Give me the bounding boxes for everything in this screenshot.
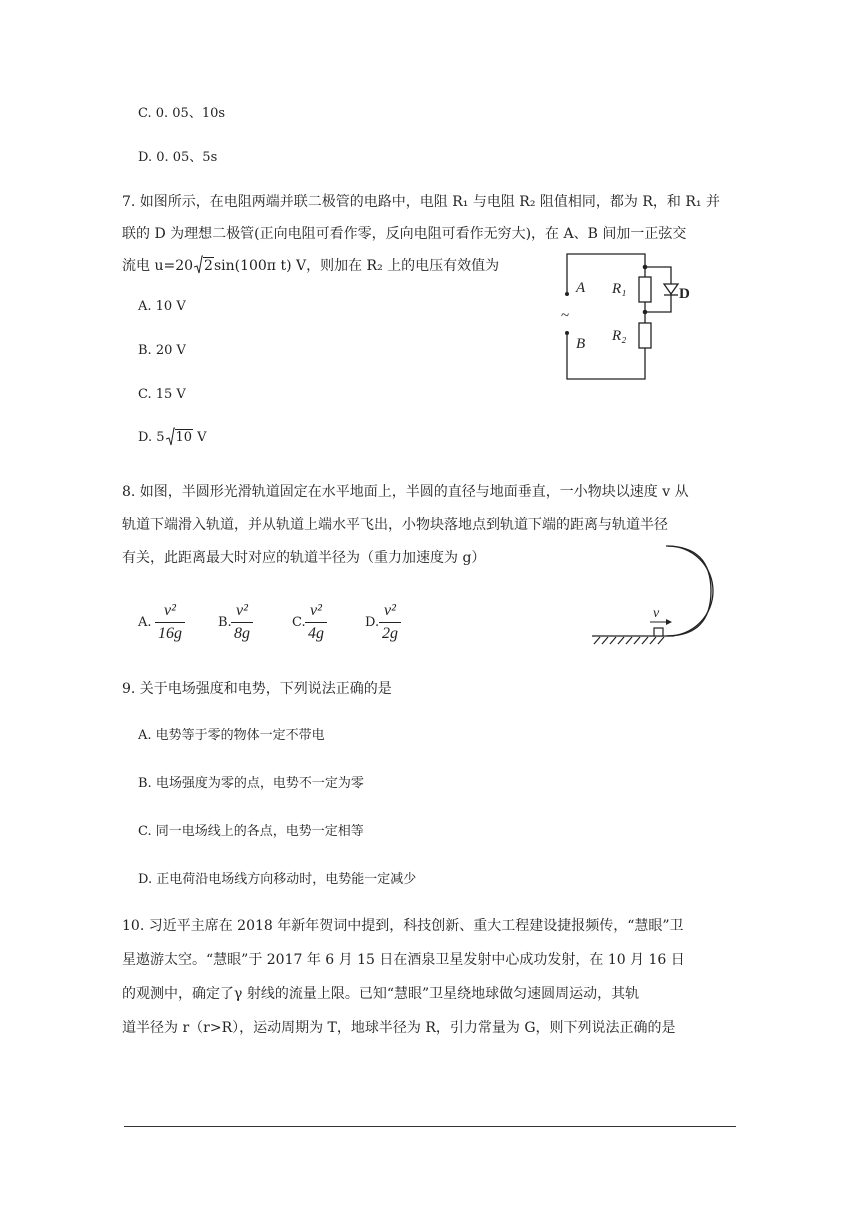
- sqrt-10: 10: [166, 428, 194, 448]
- q9-option-a: A. 电势等于零的物体一定不带电: [138, 728, 325, 743]
- q7-option-b: B. 20 V: [138, 343, 186, 358]
- label-a: A: [576, 280, 586, 296]
- q7-option-d: D. 5 10 V: [138, 428, 207, 448]
- label-r1: R₁: [612, 281, 627, 297]
- label-b: B: [576, 336, 586, 352]
- q10-stem-line-4: 道半径为 r（r>R），运动周期为 T，地球半径为 R，引力常量为 G，则下列说法正确的是: [122, 1020, 676, 1036]
- q9-option-d: D. 正电荷沿电场线方向移动时，电势能一定减少: [138, 872, 417, 887]
- footer-divider: [124, 1126, 736, 1127]
- q8-option-d-fraction: $\frac{\text{v²}}{2g}$: [379, 600, 401, 645]
- label-tilde: ~: [561, 308, 570, 324]
- q8-option-c-label: C.: [292, 615, 306, 630]
- q7-stem-line-1: 7. 如图所示，在电阻两端并联二极管的电路中，电阻 R₁ 与电阻 R₂ 阻值相同，都为 R，和 R₁ 并: [122, 194, 720, 210]
- q7-circuit-diagram: [560, 250, 700, 385]
- q8-option-b-fraction: $\frac{\text{v²}}{8g}$: [231, 600, 253, 645]
- q9-option-b: B. 电场强度为零的点，电势不一定为零: [138, 776, 364, 791]
- q9-stem: 9. 关于电场强度和电势，下列说法正确的是: [122, 681, 392, 697]
- velocity-label: v: [653, 606, 660, 621]
- q10-stem-line-1: 10. 习近平主席在 2018 年新年贺词中提到，科技创新、重大工程建设捷报频传，“慧眼”卫: [122, 918, 684, 934]
- q6-option-d: D. 0. 05、5s: [138, 150, 218, 165]
- q8-option-b-label: B.: [218, 615, 232, 630]
- q7-formula-prefix: 流电 u=20: [122, 258, 194, 274]
- q8-option-c-fraction: $\frac{\text{v²}}{4g}$: [305, 600, 327, 645]
- sqrt-2: 2: [194, 256, 214, 276]
- q10-stem-line-2: 星遨游太空。“慧眼”于 2017 年 6 月 15 日在酒泉卫星发射中心成功发射，在 10 月 16 日: [122, 952, 685, 968]
- q7-formula-suffix: sin(100π t) V，则加在 R₂ 上的电压有效值为: [213, 258, 500, 274]
- q8-option-d-label: D.: [365, 615, 380, 630]
- q7-stem-line-2: 联的 D 为理想二极管(正向电阻可看作零，反向电阻可看作无穷大)，在 A、B 间加一正弦交: [122, 226, 687, 242]
- q8-stem-line-3: 有关，此距离最大时对应的轨道半径为（重力加速度为 g）: [122, 550, 486, 566]
- q7-option-c: C. 15 V: [138, 387, 186, 402]
- q8-option-a-label: A.: [138, 615, 152, 630]
- q7-option-a: A. 10 V: [138, 299, 186, 314]
- q8-track-diagram: [586, 540, 716, 645]
- q6-option-c: C. 0. 05、10s: [138, 106, 226, 121]
- q10-stem-line-3: 的观测中，确定了γ 射线的流量上限。已知“慧眼”卫星绕地球做匀速圆周运动，其轨: [122, 986, 640, 1002]
- q9-option-c: C. 同一电场线上的各点，电势一定相等: [138, 824, 364, 839]
- label-r2: R₂: [612, 328, 627, 344]
- q7-stem-line-3: [122, 256, 499, 276]
- q8-stem-line-2: 轨道下端滑入轨道，并从轨道上端水平飞出，小物块落地点到轨道下端的距离与轨道半径: [122, 517, 668, 533]
- q8-option-a-fraction: $\frac{\text{v²}}{16g}$: [155, 600, 185, 645]
- label-d: D: [679, 286, 690, 302]
- q8-stem-line-1: 8. 如图，半圆形光滑轨道固定在水平地面上，半圆的直径与地面垂直，一小物块以速度 v 从: [122, 484, 689, 500]
